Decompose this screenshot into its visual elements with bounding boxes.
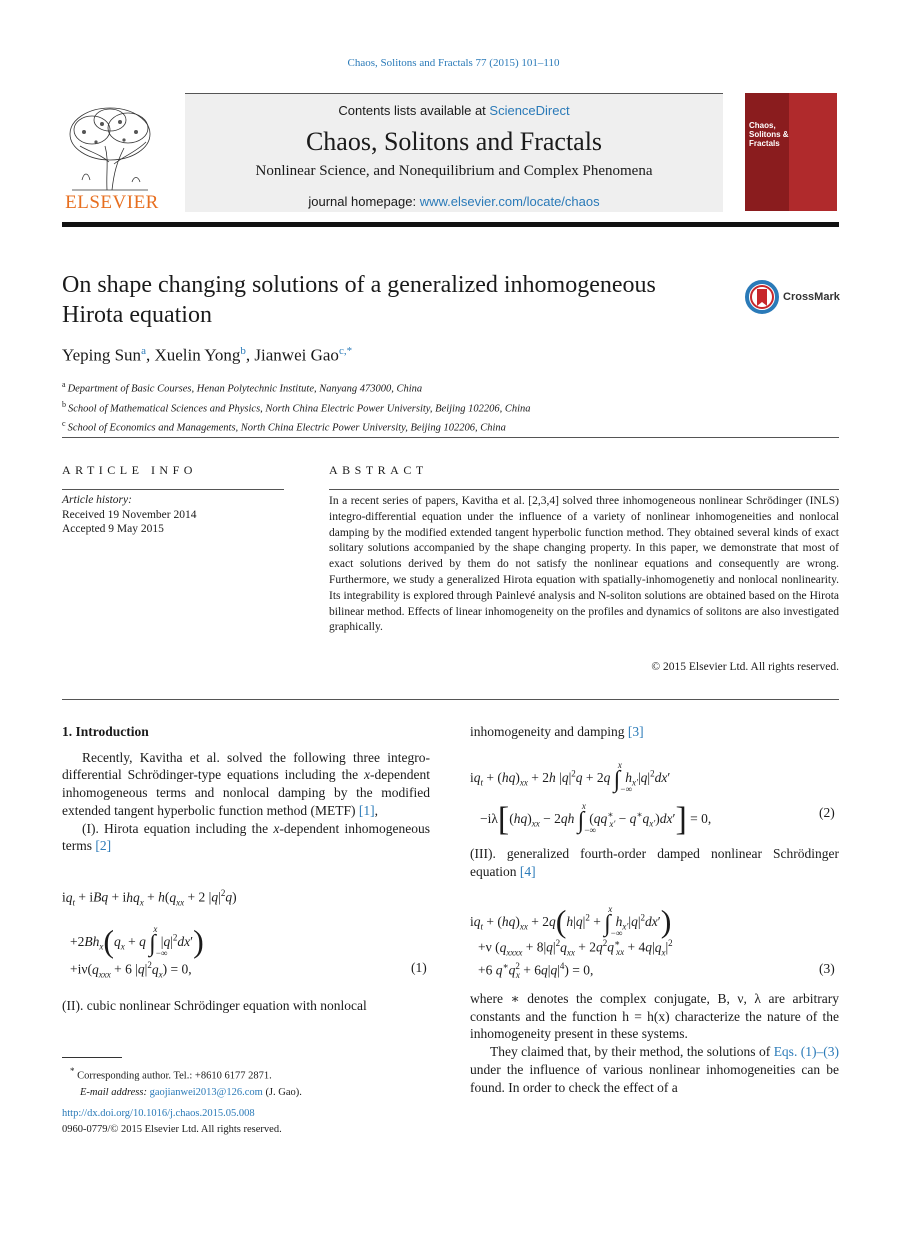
right-column-text bbox=[470, 990, 839, 1096]
divider bbox=[329, 489, 839, 490]
author-list: Yeping Sun$^a$, Xuelin Yong$^b$, Jianwei Gao$^{c,*}$ bbox=[62, 345, 353, 365]
ref-link[interactable]: [1] bbox=[358, 802, 375, 818]
author-name: Jianwei Gao bbox=[254, 345, 339, 365]
intro-paragraph: Recently, Kavitha et al. solved the following three integro-differential Schrödinger-type equations including the x-dependent inhomogeneous terms and nonlocal damping by the modified extended tangent hyperbolic function method (METF) [1], bbox=[62, 749, 430, 818]
equation-3-line-3: +6 $q^∗q^2_x + 6q|q|^4) = 0$, bbox=[478, 961, 594, 981]
equation-2-line-1: $iq_t + (hq)_{xx} + 2h$ $|q|^2q + 2q$ $\int_{-\infty}^x$ $h_{x'}|q|^2dx'$ bbox=[470, 760, 671, 794]
crossmark-badge[interactable]: CrossMark bbox=[745, 280, 845, 316]
equation-1-line-1: $iq_t$ + iBq + $ihq_x + h(q_{xx} + 2$ $|q|^2q$) bbox=[62, 888, 237, 908]
journal-citation[interactable]: Chaos, Solitons and Fractals 77 (2015) 101–110 bbox=[347, 57, 560, 69]
footnote-corresponding: * Corresponding author. Tel.: +8610 6177 2871. E-mail address: gaojianwei2013@126.com (J. Gao). bbox=[70, 1066, 302, 1098]
journal-masthead bbox=[185, 93, 723, 212]
footnote-rule bbox=[62, 1057, 122, 1058]
crossmark-icon bbox=[745, 280, 779, 314]
footnote-doi: http://dx.doi.org/10.1016/j.chaos.2015.05.008 0960-0779/© 2015 Elsevier Ltd. All rights reserved. bbox=[62, 1108, 282, 1135]
eq-link[interactable]: Eqs. (1)–(3) bbox=[773, 1044, 839, 1060]
where-paragraph: where ∗ denotes the complex conjugate, B, ν, λ are arbitrary constants and the function h = h(x) characterize the nature of the inhomogeneity present in these systems. bbox=[470, 991, 839, 1042]
ref-link[interactable]: [3] bbox=[627, 724, 644, 739]
abstract-copyright: © 2015 Elsevier Ltd. All rights reserved. bbox=[651, 661, 839, 673]
equation-3-line-1: $iq_t + (hq)_{xx} + 2q(h|q|^2 + \int_{-\infty}^x$ $h_{x'}|q|^2dx'$) bbox=[470, 903, 672, 939]
item-two: (II). cubic nonlinear Schrödinger equation with nonlocal bbox=[62, 998, 367, 1013]
ref-link[interactable]: [2] bbox=[95, 838, 112, 854]
item-one: (I). Hirota equation including the x-dependent inhomogeneous terms [2] bbox=[62, 820, 430, 854]
article-history: Article history: Received 19 November 2014 Accepted 9 May 2015 bbox=[62, 494, 197, 535]
right-column-top: inhomogeneity and damping [3] bbox=[470, 724, 644, 739]
paper-title: On shape changing solutions of a generalized inhomogeneous Hirota equation bbox=[62, 272, 656, 328]
homepage-link[interactable]: www.elsevier.com/locate/chaos bbox=[419, 194, 600, 209]
equation-3-line-2: +ν ($q_{xxxx} + 8|q|^2q_{xx} + 2q^2q^∗_{xx} + 4q|q_x|^2$ bbox=[478, 938, 673, 958]
cover-title: Chaos, Solitons & Fractals bbox=[749, 121, 789, 148]
equation-number: (3) bbox=[819, 961, 835, 976]
contents-line: Contents lists available at ScienceDirect bbox=[338, 103, 570, 118]
doi-link[interactable]: http://dx.doi.org/10.1016/j.chaos.2015.05.008 bbox=[62, 1108, 255, 1119]
equation-1-line-3: $+i\nu(q_{xxx} + 6$ $|q|^2q_x) = 0$, bbox=[70, 960, 192, 980]
elsevier-wordmark: ELSEVIER bbox=[65, 192, 159, 213]
left-column bbox=[62, 723, 430, 855]
author-name: Xuelin Yong bbox=[154, 345, 241, 365]
ref-link[interactable]: [4] bbox=[519, 863, 536, 879]
divider bbox=[62, 489, 284, 490]
equation-number: (2) bbox=[819, 805, 835, 820]
equation-2-line-2: $-i\lambda[(hq)_{xx} - 2qh$ $\int_{-\infty}^x$ $(qq^∗_{x'} - q^∗q_{x'})dx'] = 0$, bbox=[480, 801, 712, 838]
divider bbox=[62, 699, 839, 700]
journal-subtitle: Nonlinear Science, and Nonequilibrium and Complex Phenomena bbox=[255, 163, 653, 179]
affiliations: $^a$ Department of Basic Courses, Henan Polytechnic Institute, Nanyang 473000, China $^b$ School of Mathematical Sciences and Physics, North China Electric Power University, Beijing 102206, China $^c$ School of Economics and Managements, North China Electric Power University, Beijing 102206, China bbox=[62, 380, 531, 434]
equation-number: (1) bbox=[411, 960, 427, 975]
sciencedirect-link[interactable]: ScienceDirect bbox=[489, 103, 570, 118]
header-rule bbox=[62, 222, 839, 227]
abstract-text: In a recent series of papers, Kavitha et al. [2,3,4] solved three inhomogeneous nonlinear Schrödinger (INLS) integro-differential equation under the influence of a variety of nonlinear inhomogeneities and nonlocal damping by the modified extended tangent hyperbolic function method. They obtained several kinds of exact solitary solutions accompanied by the shape changing property. In this paper, we demonstrate that most of exact solutions derived by them do not satisfy the nonlinear equations and consequently are wrong. Furthermore, we study a generalized Hirota equation with spatially-inhomogenetiy and nonlocal nonlinearity. Its integrability is explored through Painlevé analysis and N-soliton solutions are obtained based on the Hirota bilinear method. Effects of linear inhomogeneity on the profiles and dynamics of solitons are also investigated graphically. bbox=[329, 495, 839, 634]
equation-1-line-2: $+2Bh_x(q_x + q$ $\int_{-\infty}^x$ $|q|^2dx'$) bbox=[70, 923, 204, 959]
article-info-heading: ARTICLE INFO bbox=[62, 463, 197, 477]
claim-paragraph: They claimed that, by their method, the solutions of Eqs. (1)–(3) under the influence of various nonlinear inhomogeneities can be found. In order to check the effect of a bbox=[470, 1044, 839, 1095]
abstract-heading: ABSTRACT bbox=[329, 463, 428, 477]
author-name: Yeping Sun bbox=[62, 345, 142, 365]
section-heading: 1. Introduction bbox=[62, 724, 149, 739]
journal-title: Chaos, Solitons and Fractals bbox=[305, 127, 603, 156]
email-link[interactable]: gaojianwei2013@126.com bbox=[149, 1086, 263, 1098]
journal-homepage: journal homepage: www.elsevier.com/locate/chaos bbox=[308, 194, 600, 209]
journal-cover[interactable] bbox=[745, 93, 837, 211]
divider bbox=[62, 437, 839, 438]
item-three: (III). generalized fourth-order damped nonlinear Schrödinger equation [4] bbox=[470, 846, 839, 879]
